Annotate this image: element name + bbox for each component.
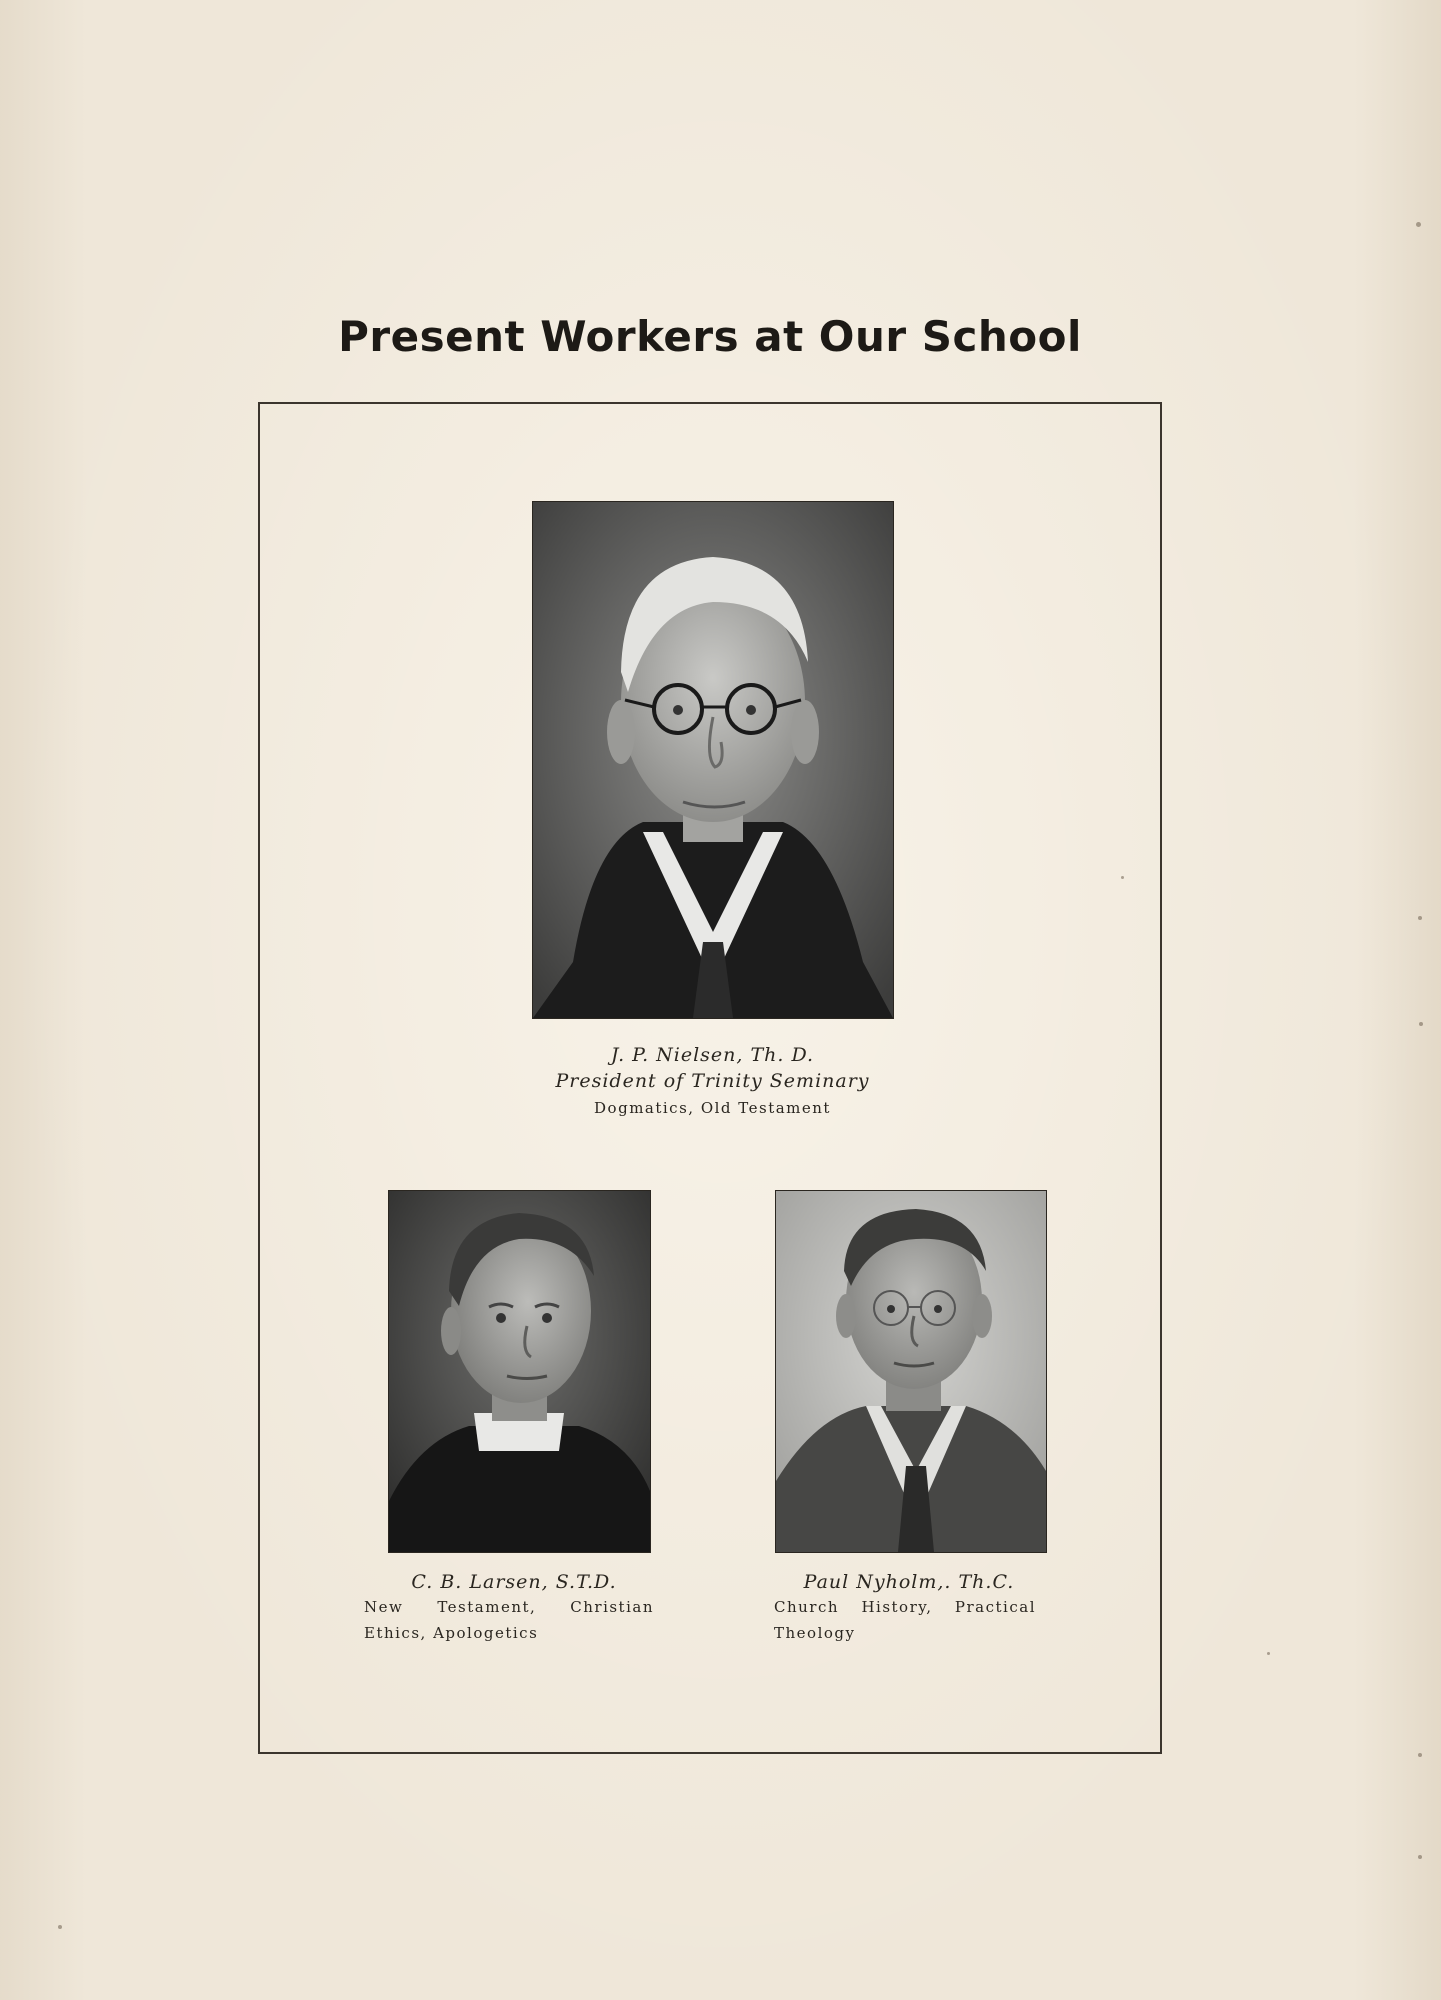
- paper-speck: [1267, 1652, 1270, 1655]
- caption-nielsen: [500, 1043, 925, 1121]
- paper-speck: [1418, 916, 1422, 920]
- paper-speck: [1418, 1753, 1422, 1757]
- faculty-subjects: New Testament, Christian Ethics, Apologetics: [364, 1598, 654, 1642]
- page-title: Present Workers at Our School: [338, 312, 1082, 361]
- paper-speck: [1121, 876, 1124, 879]
- faculty-subjects: Dogmatics, Old Testament: [594, 1099, 831, 1117]
- faculty-name: C. B. Larsen, S.T.D.: [411, 1571, 617, 1593]
- paper-speck: [1419, 1022, 1423, 1026]
- portrait-nyholm: [776, 1191, 1046, 1552]
- portrait-larsen: [389, 1191, 650, 1552]
- faculty-role: President of Trinity Seminary: [555, 1070, 870, 1092]
- caption-larsen: [364, 1570, 654, 1646]
- portrait-nielsen: [533, 502, 893, 1018]
- faculty-name: Paul Nyholm,. Th.C.: [803, 1571, 1015, 1593]
- caption-nyholm: [774, 1570, 1036, 1646]
- paper-speck: [58, 1925, 62, 1929]
- paper-speck: [1416, 222, 1421, 227]
- faculty-subjects: Church History, Practical Theology: [774, 1598, 1036, 1642]
- paper-speck: [1418, 1855, 1422, 1859]
- faculty-name: J. P. Nielsen, Th. D.: [610, 1044, 815, 1066]
